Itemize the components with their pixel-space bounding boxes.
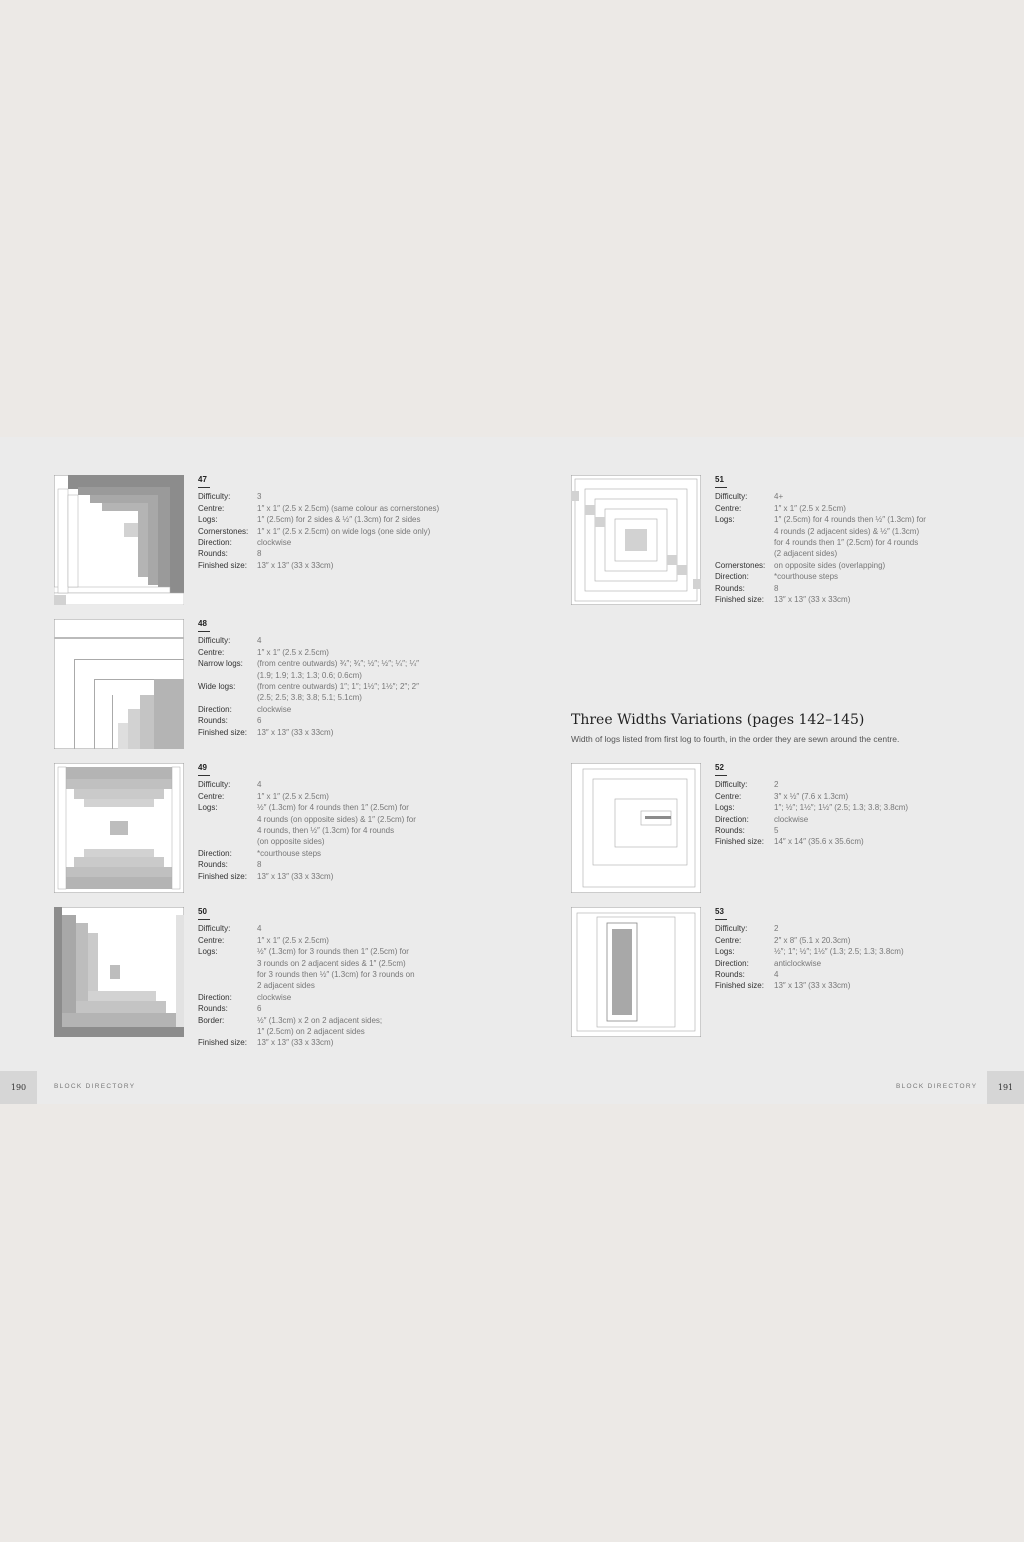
spec-row xyxy=(198,779,498,790)
spec-value-line: ½″; 1″; ½″; 1½″ (1.3; 2.5; 1.3; 3.8cm) xyxy=(774,947,904,957)
spec-row xyxy=(198,1037,498,1048)
spec-row xyxy=(715,825,1015,836)
spec-value-line: 4 xyxy=(257,636,262,646)
spec-row xyxy=(198,681,498,704)
spec-value-line: (from centre outwards) ¾″; ¾″; ½″; ½″; ¼″; ¼″ xyxy=(257,659,419,669)
spec-value-line: 4 rounds, then ½″ (1.3cm) for 4 rounds xyxy=(257,826,395,836)
spec-value xyxy=(257,992,498,1003)
number-rule xyxy=(198,487,210,488)
spec-value xyxy=(257,526,498,537)
spec-value xyxy=(257,859,498,870)
spec-value-line: for 4 rounds then 1″ (2.5cm) for 4 rounds xyxy=(774,538,919,548)
left-page-number: 190 xyxy=(0,1071,37,1104)
spec-label: Centre: xyxy=(198,935,225,945)
spec-value-line: 4 rounds (2 adjacent sides) & ½″ (1.3cm) xyxy=(774,526,920,536)
spec-value xyxy=(774,514,1015,560)
spec-row xyxy=(198,935,498,946)
spec-label: Logs: xyxy=(198,515,218,525)
spec-label: Rounds: xyxy=(715,583,745,593)
spec-value-line: on opposite sides (overlapping) xyxy=(774,560,886,570)
spec-value-line: (from centre outwards) 1″; 1″; 1½″; 1½″; 2″; 2″ xyxy=(257,682,419,692)
spec-label: Cornerstones: xyxy=(198,526,249,536)
spec-value xyxy=(257,848,498,859)
spec-value xyxy=(257,704,498,715)
number-rule xyxy=(198,631,210,632)
block-53-info xyxy=(715,906,1015,992)
spec-value xyxy=(774,779,1015,790)
spec-row xyxy=(198,727,498,738)
spec-row xyxy=(198,526,498,537)
spec-row xyxy=(198,503,498,514)
spec-value xyxy=(774,958,1015,969)
spec-row xyxy=(715,560,1015,571)
block-52-diagram xyxy=(571,763,701,893)
spec-row xyxy=(198,859,498,870)
spec-value xyxy=(774,980,1015,991)
spec-row xyxy=(715,594,1015,605)
spec-value-line: 4 xyxy=(257,924,262,934)
spec-value xyxy=(774,825,1015,836)
spec-label: Finished size: xyxy=(715,595,764,605)
spec-row xyxy=(198,992,498,1003)
spec-row xyxy=(198,537,498,548)
spec-value-line: ½″ (1.3cm) x 2 on 2 adjacent sides; xyxy=(257,1015,383,1025)
spec-value xyxy=(774,946,1015,957)
spec-value-line: 1″ (2.5cm) for 2 sides & ½″ (1.3cm) for 2 sides xyxy=(257,515,421,525)
left-running-footer: BLOCK DIRECTORY xyxy=(54,1083,136,1090)
number-rule xyxy=(715,775,727,776)
spec-value xyxy=(257,727,498,738)
spec-value xyxy=(257,537,498,548)
spec-value-line: 5 xyxy=(774,826,779,836)
spec-row xyxy=(198,923,498,934)
spec-value-line: 1″ x 1″ (2.5 x 2.5cm) xyxy=(257,935,329,945)
spec-label: Logs: xyxy=(198,803,218,813)
spec-label: Logs: xyxy=(715,947,735,957)
spec-value xyxy=(257,1003,498,1014)
spec-value-line: 1″; ½″; 1½″; 1½″ (2.5; 1.3; 3.8; 3.8cm) xyxy=(774,803,909,813)
spec-value xyxy=(774,560,1015,571)
spec-value xyxy=(774,594,1015,605)
spec-value-line: 6 xyxy=(257,716,262,726)
spec-row xyxy=(198,802,498,848)
spec-value-line: 3″ x ½″ (7.6 x 1.3cm) xyxy=(774,791,849,801)
spec-value-line: 13″ x 13″ (33 x 33cm) xyxy=(257,1038,334,1048)
spec-value xyxy=(257,491,498,502)
block-47-svg xyxy=(54,475,184,605)
spec-value xyxy=(257,946,498,992)
spec-row xyxy=(198,871,498,882)
block-number: 49 xyxy=(198,763,207,772)
spec-value xyxy=(774,836,1015,847)
spec-label: Narrow logs: xyxy=(198,659,243,669)
number-rule xyxy=(198,919,210,920)
spec-value-line: 1″ x 1″ (2.5 x 2.5cm) xyxy=(257,647,329,657)
spec-row xyxy=(198,1015,498,1038)
spec-label: Finished size: xyxy=(198,727,247,737)
block-52-info xyxy=(715,762,1015,848)
spec-row xyxy=(715,814,1015,825)
spec-value xyxy=(257,802,498,848)
spec-value-line: 3 rounds on 2 adjacent sides & 1″ (2.5cm) xyxy=(257,958,406,968)
spec-value-line: 13″ x 13″ (33 x 33cm) xyxy=(257,871,334,881)
section-subtitle: Width of logs listed from first log to fourth, in the order they are sewn around the centre. xyxy=(571,734,900,744)
right-running-footer: BLOCK DIRECTORY xyxy=(896,1083,978,1090)
spec-row xyxy=(198,514,498,525)
spec-row xyxy=(715,571,1015,582)
spec-label: Rounds: xyxy=(715,970,745,980)
spec-value-line: 2 xyxy=(774,780,779,790)
spec-label: Difficulty: xyxy=(715,492,748,502)
block-number: 51 xyxy=(715,475,724,484)
spec-value xyxy=(774,923,1015,934)
spec-value-line: 1″ x 1″ (2.5 x 2.5cm) xyxy=(774,503,846,513)
number-rule xyxy=(715,487,727,488)
spec-row xyxy=(198,560,498,571)
spec-value xyxy=(774,503,1015,514)
spec-label: Wide logs: xyxy=(198,682,236,692)
spec-row xyxy=(715,514,1015,560)
block-51-info xyxy=(715,474,1015,605)
spec-label: Direction: xyxy=(715,814,749,824)
block-number: 47 xyxy=(198,475,207,484)
block-50-svg xyxy=(54,907,184,1037)
spec-value-line: ½″ (1.3cm) for 4 rounds then 1″ (2.5cm) for xyxy=(257,803,409,813)
spec-value-line: 4 xyxy=(774,970,779,980)
spec-value xyxy=(257,503,498,514)
spec-label: Logs: xyxy=(715,803,735,813)
spec-value-line: 13″ x 13″ (33 x 33cm) xyxy=(774,595,851,605)
spec-row xyxy=(715,935,1015,946)
spec-label: Centre: xyxy=(715,791,742,801)
spec-value xyxy=(774,935,1015,946)
spec-label: Difficulty: xyxy=(198,780,231,790)
spec-label: Centre: xyxy=(198,647,225,657)
spec-row xyxy=(715,969,1015,980)
block-48-info xyxy=(198,618,498,738)
spec-row xyxy=(715,836,1015,847)
spec-label: Rounds: xyxy=(715,826,745,836)
block-number: 52 xyxy=(715,763,724,772)
spec-label: Centre: xyxy=(715,935,742,945)
spec-label: Difficulty: xyxy=(715,924,748,934)
spec-value-line: 8 xyxy=(257,860,262,870)
spec-value-line: 14″ x 14″ (35.6 x 35.6cm) xyxy=(774,837,864,847)
spec-value-line: 1″ x 1″ (2.5 x 2.5cm) (same colour as cornerstones) xyxy=(257,503,440,513)
spec-label: Rounds: xyxy=(198,549,228,559)
spec-label: Rounds: xyxy=(198,1004,228,1014)
spec-row xyxy=(198,848,498,859)
spec-label: Centre: xyxy=(198,503,225,513)
spec-label: Finished size: xyxy=(198,1038,247,1048)
spec-label: Logs: xyxy=(198,947,218,957)
spec-value-line: clockwise xyxy=(257,992,292,1002)
block-number: 53 xyxy=(715,907,724,916)
spec-label: Direction: xyxy=(198,538,232,548)
spec-label: Finished size: xyxy=(715,981,764,991)
spec-value-line: 4 xyxy=(257,780,262,790)
spec-value-line: 1″ x 1″ (2.5 x 2.5cm) on wide logs (one side only) xyxy=(257,526,431,536)
spec-label: Centre: xyxy=(198,791,225,801)
spec-value xyxy=(774,571,1015,582)
spec-row xyxy=(198,704,498,715)
spec-value xyxy=(774,802,1015,813)
spec-row xyxy=(198,791,498,802)
spec-row xyxy=(715,980,1015,991)
spec-value-line: 1″ (2.5cm) for 4 rounds then ½″ (1.3cm) for xyxy=(774,515,926,525)
block-47-diagram xyxy=(54,475,184,605)
spec-label: Centre: xyxy=(715,503,742,513)
spec-row xyxy=(715,503,1015,514)
block-number: 48 xyxy=(198,619,207,628)
spec-value xyxy=(257,935,498,946)
spec-row xyxy=(198,715,498,726)
block-52-svg xyxy=(571,763,701,893)
spec-value-line: 4+ xyxy=(774,492,784,502)
spec-row xyxy=(198,658,498,681)
spec-value-line: 13″ x 13″ (33 x 33cm) xyxy=(257,727,334,737)
spec-value xyxy=(257,715,498,726)
spec-label: Direction: xyxy=(198,704,232,714)
spec-label: Cornerstones: xyxy=(715,560,766,570)
spec-value xyxy=(257,1037,498,1048)
spec-value-line: clockwise xyxy=(774,814,809,824)
spec-value xyxy=(257,548,498,559)
spec-value xyxy=(774,491,1015,502)
number-rule xyxy=(715,919,727,920)
spec-value xyxy=(257,871,498,882)
spec-value xyxy=(774,583,1015,594)
spec-value-line: 8 xyxy=(257,549,262,559)
spec-label: Finished size: xyxy=(198,871,247,881)
block-49-diagram xyxy=(54,763,184,893)
spec-value xyxy=(774,814,1015,825)
spec-value-line: anticlockwise xyxy=(774,958,822,968)
spec-value-line: clockwise xyxy=(257,704,292,714)
spec-label: Difficulty: xyxy=(198,492,231,502)
spec-row xyxy=(198,946,498,992)
spec-value-line: for 3 rounds then ½″ (1.3cm) for 3 rounds on xyxy=(257,970,415,980)
spec-row xyxy=(198,1003,498,1014)
spec-label: Difficulty: xyxy=(198,636,231,646)
block-53-svg xyxy=(571,907,701,1037)
spec-label: Direction: xyxy=(715,572,749,582)
spec-value-line: (1.9; 1.9; 1.3; 1.3; 0.6; 0.6cm) xyxy=(257,670,362,680)
spec-label: Difficulty: xyxy=(198,924,231,934)
spec-value-line: clockwise xyxy=(257,538,292,548)
block-50-info xyxy=(198,906,498,1049)
spec-value-line: ½″ (1.3cm) for 3 rounds then 1″ (2.5cm) for xyxy=(257,947,409,957)
spec-value xyxy=(774,969,1015,980)
spec-value-line: 3 xyxy=(257,492,262,502)
spec-row xyxy=(715,946,1015,957)
block-51-svg xyxy=(571,475,701,605)
spec-value xyxy=(257,779,498,790)
spec-row xyxy=(715,779,1015,790)
block-48-svg xyxy=(54,619,184,749)
spec-label: Direction: xyxy=(198,992,232,1002)
spec-value-line: 4 rounds (on opposite sides) & 1″ (2.5cm) for xyxy=(257,814,416,824)
spec-value-line: 13″ x 13″ (33 x 33cm) xyxy=(774,981,851,991)
right-page-number: 191 xyxy=(987,1071,1024,1104)
spec-row xyxy=(198,647,498,658)
spec-row xyxy=(715,802,1015,813)
block-48-diagram xyxy=(54,619,184,749)
spec-row xyxy=(715,491,1015,502)
spec-label: Direction: xyxy=(198,848,232,858)
spec-value-line: 1″ x 1″ (2.5 x 2.5cm) xyxy=(257,791,329,801)
number-rule xyxy=(198,775,210,776)
block-53-diagram xyxy=(571,907,701,1037)
spec-row xyxy=(198,491,498,502)
spec-label: Border: xyxy=(198,1015,225,1025)
spec-label: Logs: xyxy=(715,515,735,525)
spec-value-line: (on opposite sides) xyxy=(257,837,325,847)
spec-value-line: 8 xyxy=(774,583,779,593)
spec-value-line: *courthouse steps xyxy=(774,572,839,582)
spec-value-line: 1″ (2.5cm) on 2 adjacent sides xyxy=(257,1027,365,1037)
section-title: Three Widths Variations (pages 142–145) xyxy=(571,712,865,728)
block-50-diagram xyxy=(54,907,184,1037)
spec-value-line: *courthouse steps xyxy=(257,848,322,858)
spec-value-line: 2 adjacent sides xyxy=(257,981,315,991)
spec-value-line: (2.5; 2.5; 3.8; 3.8; 5.1; 5.1cm) xyxy=(257,693,362,703)
spec-row xyxy=(715,958,1015,969)
spec-label: Finished size: xyxy=(715,837,764,847)
spec-value xyxy=(257,514,498,525)
spec-label: Finished size: xyxy=(198,560,247,570)
spec-value-line: 2 xyxy=(774,924,779,934)
spec-row xyxy=(715,923,1015,934)
spec-value xyxy=(257,560,498,571)
spec-value xyxy=(257,635,498,646)
spec-value xyxy=(257,647,498,658)
spec-value xyxy=(774,791,1015,802)
spec-value-line: 2″ x 8″ (5.1 x 20.3cm) xyxy=(774,935,851,945)
block-47-info xyxy=(198,474,498,571)
spec-row xyxy=(715,791,1015,802)
spec-value-line: 6 xyxy=(257,1004,262,1014)
spec-value xyxy=(257,1015,498,1038)
spec-row xyxy=(715,583,1015,594)
spec-label: Rounds: xyxy=(198,860,228,870)
block-49-svg xyxy=(54,763,184,893)
spec-value xyxy=(257,923,498,934)
spec-row xyxy=(198,635,498,646)
block-51-diagram xyxy=(571,475,701,605)
block-49-info xyxy=(198,762,498,882)
spec-value xyxy=(257,681,498,704)
spec-label: Direction: xyxy=(715,958,749,968)
spec-value-line: 13″ x 13″ (33 x 33cm) xyxy=(257,560,334,570)
spec-label: Rounds: xyxy=(198,716,228,726)
spec-value xyxy=(257,791,498,802)
spec-label: Difficulty: xyxy=(715,780,748,790)
spec-value-line: (2 adjacent sides) xyxy=(774,549,838,559)
spec-value xyxy=(257,658,498,681)
block-number: 50 xyxy=(198,907,207,916)
spec-row xyxy=(198,548,498,559)
